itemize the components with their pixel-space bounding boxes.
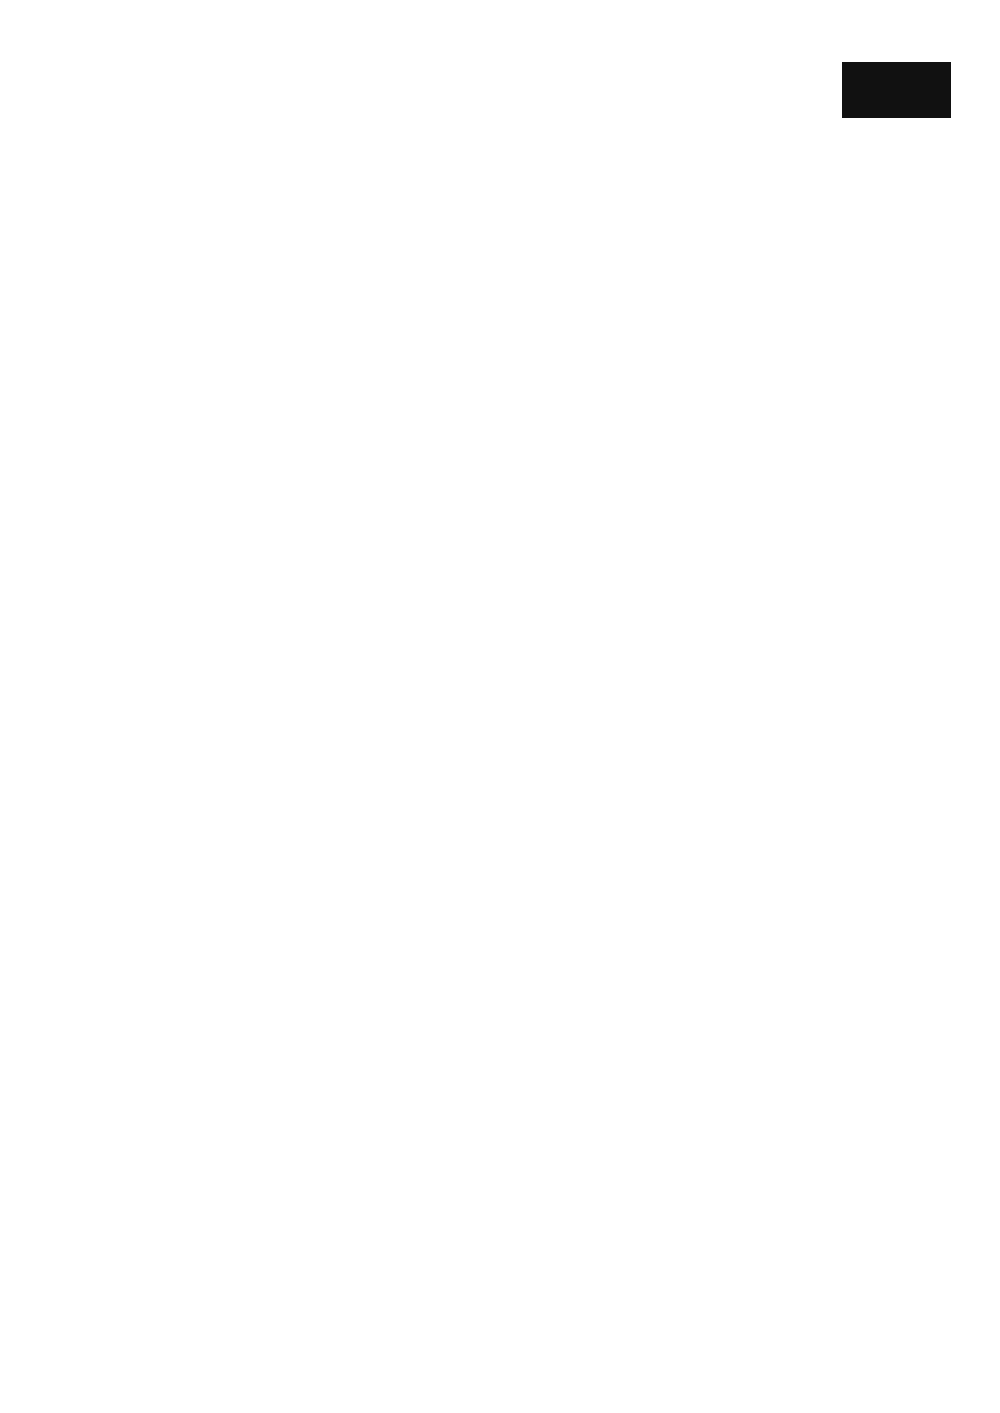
class-tag [842,62,951,118]
liveworksheets-icon [700,1380,722,1402]
liveworksheets-logo[interactable] [700,1376,726,1406]
